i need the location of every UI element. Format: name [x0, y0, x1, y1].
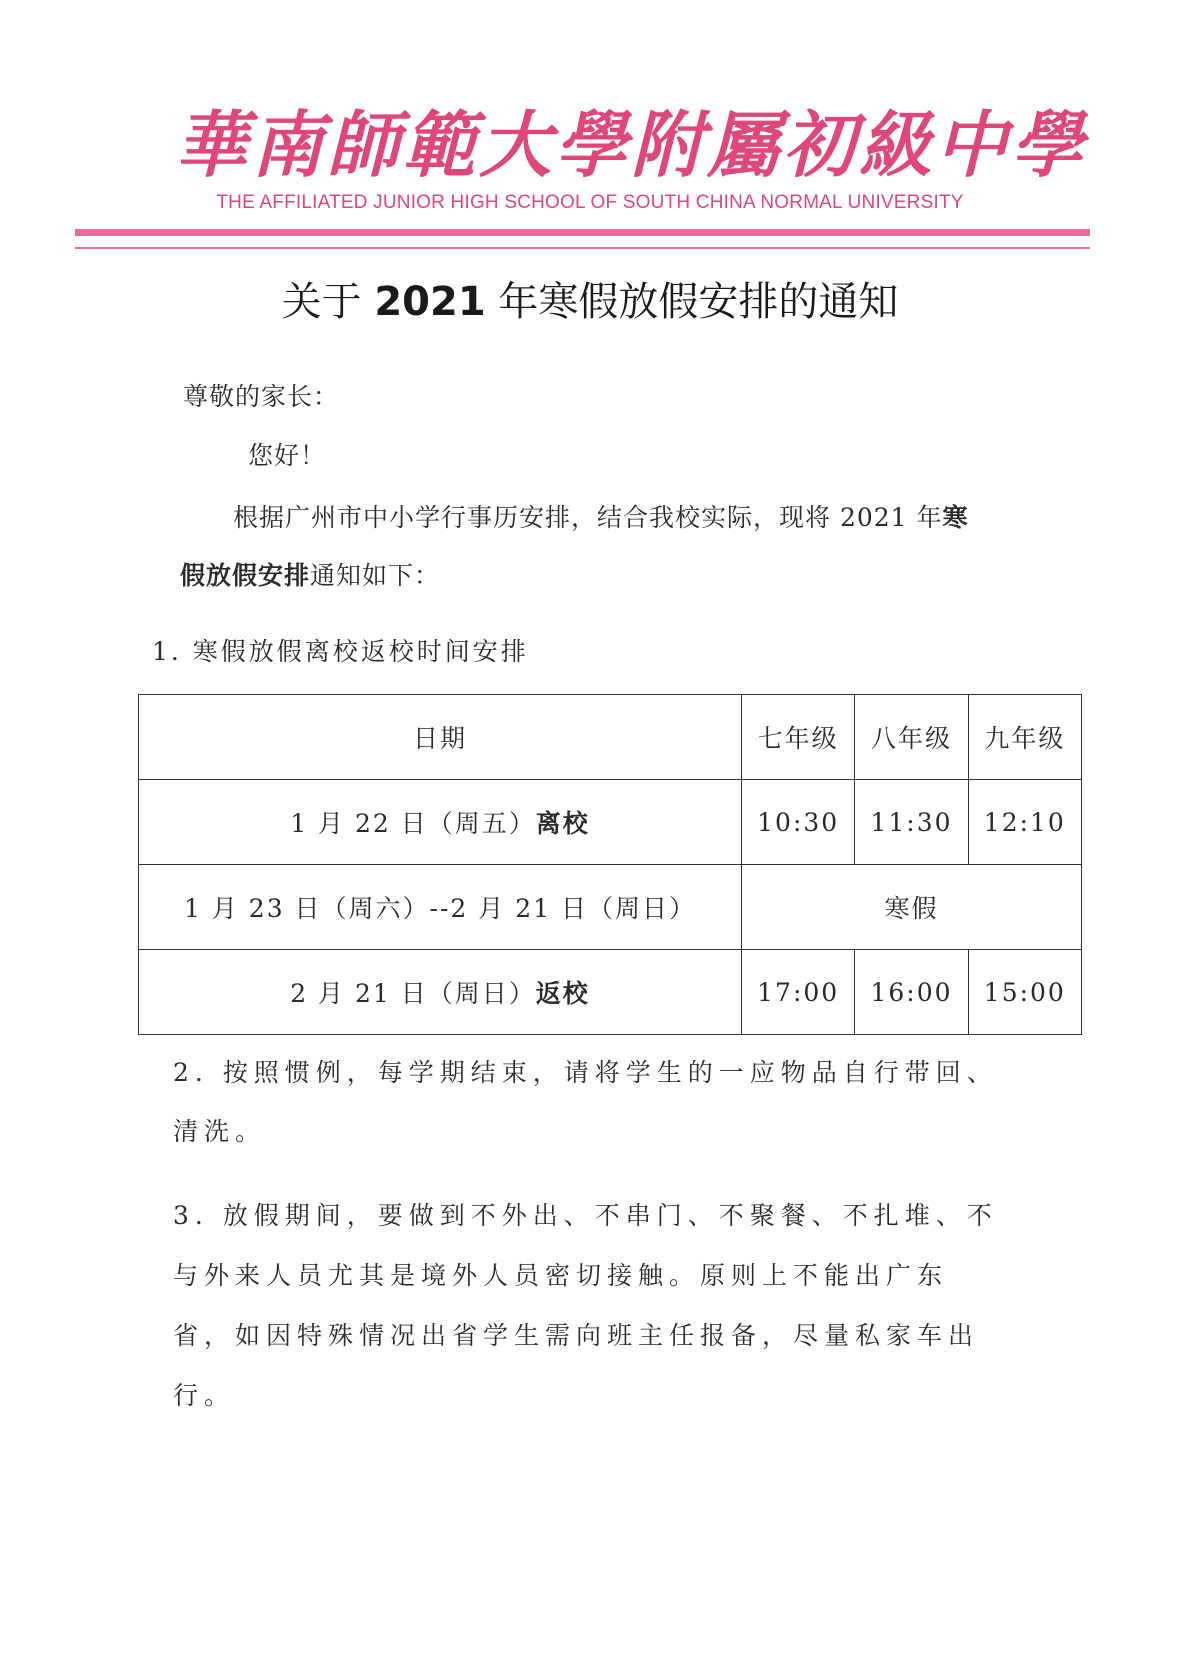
- title-suffix: 年寒假放假安排的通知: [498, 279, 899, 325]
- section-1-heading: 1. 寒假放假离校返校时间安排: [152, 637, 529, 666]
- intro-line-1: [233, 498, 969, 534]
- table-header-row: [139, 695, 1082, 780]
- intro-bold-1: 寒: [942, 503, 969, 532]
- intro-text-1: 根据广州市中小学行事历安排，结合我校实际，现将 2021 年: [233, 503, 943, 532]
- table-row: [139, 780, 1082, 865]
- grade8-time: 11:30: [855, 780, 968, 865]
- item-2-line-2: 清洗。: [173, 1117, 267, 1146]
- schedule-table: [138, 694, 1082, 1035]
- title-prefix: 关于: [281, 279, 362, 325]
- intro-text-2: 通知如下：: [310, 561, 441, 590]
- winter-break-cell: 寒假: [742, 865, 1082, 950]
- grade7-time: 10:30: [742, 780, 855, 865]
- item-2-line-1: 2. 按照惯例，每学期结束，请将学生的一应物品自行带回、: [173, 1058, 998, 1087]
- notice-title: [150, 270, 1030, 327]
- header-rule-thin: [75, 247, 1090, 249]
- header-grade7: 七年级: [742, 695, 855, 780]
- date-text: 2 月 21 日（周日）: [290, 979, 536, 1008]
- header-date: 日期: [139, 695, 742, 780]
- header-grade8: 八年级: [855, 695, 968, 780]
- row-date: 1 月 23 日（周六）--2 月 21 日（周日）: [139, 865, 742, 950]
- grade9-time: 15:00: [968, 950, 1081, 1035]
- item-3-line-3: 省，如因特殊情况出省学生需向班主任报备，尽量私家车出: [173, 1321, 980, 1350]
- date-action: 离校: [535, 809, 590, 838]
- intro-bold-2: 假放假安排: [180, 561, 311, 590]
- salutation: 尊敬的家长：: [183, 382, 340, 411]
- grade7-time: 17:00: [742, 950, 855, 1035]
- table-row: [139, 950, 1082, 1035]
- title-year: 2021: [374, 279, 486, 325]
- grade9-time: 12:10: [968, 780, 1081, 865]
- item-3-line-4: 行。: [173, 1381, 236, 1410]
- date-text: 1 月 22 日（周五）: [290, 809, 536, 838]
- header-rule-thick: [75, 229, 1090, 236]
- row-date: [139, 780, 742, 865]
- grade8-time: 16:00: [855, 950, 968, 1035]
- table-row: [139, 865, 1082, 950]
- item-3-line-2: 与外来人员尤其是境外人员密切接触。原则上不能出广东: [173, 1261, 949, 1290]
- greeting: 您好！: [248, 441, 327, 470]
- school-name-chinese: 華南師範大學附屬初級中學: [175, 102, 1088, 187]
- intro-line-2: [180, 556, 440, 592]
- row-date: [139, 950, 742, 1035]
- header-grade9: 九年级: [968, 695, 1081, 780]
- date-action: 返校: [535, 979, 590, 1008]
- item-3-line-1: 3. 放假期间，要做到不外出、不串门、不聚餐、不扎堆、不: [173, 1201, 998, 1230]
- school-name-english: THE AFFILIATED JUNIOR HIGH SCHOOL OF SOUTH CHINA NORMAL UNIVERSITY: [216, 192, 964, 213]
